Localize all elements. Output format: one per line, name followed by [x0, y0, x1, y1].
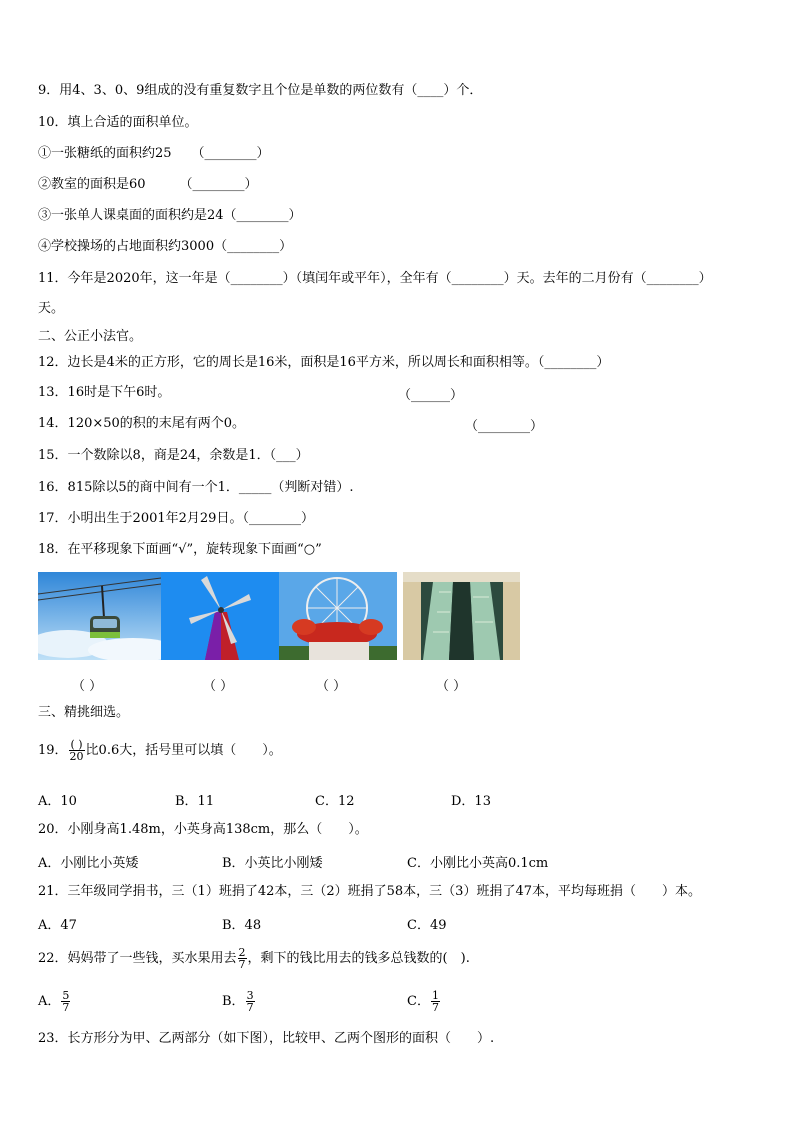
question-17: 17．小明出生于2001年2月29日。（________）: [38, 511, 314, 526]
question-22: 22．妈妈带了一些钱，买水果用去 $\frac{2}{7}$ ，剩下的钱比用去的钱多总钱数的( ).: [38, 946, 470, 971]
answer-blank[interactable]: （ ）: [316, 679, 347, 694]
option-a[interactable]: A．小刚比小英矮: [38, 856, 139, 871]
option-c[interactable]: C．49: [407, 918, 447, 933]
question-14: 14．120×50的积的末尾有两个0。: [38, 416, 246, 431]
option-c[interactable]: C．12: [315, 794, 355, 809]
question-10-item-4: ④学校操场的占地面积约3000（________）: [38, 239, 293, 254]
question-9: 9．用4、3、0、9组成的没有重复数字且个位是单数的两位数有（____）个．: [38, 83, 483, 98]
question-18: 18．在平移现象下面画“√”，旋转现象下面画“○”: [38, 542, 322, 557]
answer-blank[interactable]: （ ）: [203, 679, 234, 694]
question-21: 21．三年级同学捐书，三（1）班捐了42本，三（2）班捐了58本，三（3）班捐了47本，平均每班捐（ ）本。: [38, 884, 701, 899]
question-11-line-2: 天。: [38, 301, 65, 316]
fraction: $\frac{( )}{20}$: [69, 738, 84, 763]
fraction: $\frac{2}{7}$: [238, 946, 246, 971]
question-10-title: 10．填上合适的面积单位。: [38, 115, 198, 130]
option-b[interactable]: B． $\frac{3}{7}$: [222, 989, 254, 1014]
option-a[interactable]: A．47: [38, 918, 77, 933]
section-2-heading: 二、公正小法官。: [38, 329, 143, 344]
question-20: 20．小刚身高1.48m，小英身高138cm，那么（ ）。: [38, 822, 368, 837]
option-a[interactable]: A．10: [38, 794, 77, 809]
question-12: 12．边长是4米的正方形，它的周长是16米，面积是16平方米，所以周长和面积相等。（________）: [38, 355, 610, 370]
windmill-image: [161, 572, 279, 660]
option-a[interactable]: A． $\frac{5}{7}$: [38, 989, 70, 1014]
question-13: 13．16时是下午6时。: [38, 385, 171, 400]
ferris-wheel-ride-image: [279, 572, 397, 660]
question-10-item-3: ③一张单人课桌面的面积约是24（________）: [38, 208, 302, 223]
cable-car-image: [38, 572, 161, 660]
answer-blank[interactable]: （________）: [179, 177, 258, 192]
question-16: 16．815除以5的商中间有一个1．_____（判断对错）.: [38, 480, 354, 495]
answer-blank[interactable]: （________）: [465, 419, 544, 434]
escalator-image: [403, 572, 520, 660]
section-3-heading: 三、精挑细选。: [38, 705, 130, 720]
answer-blank[interactable]: （ ）: [436, 679, 467, 694]
question-23: 23．长方形分为甲、乙两部分（如下图），比较甲、乙两个图形的面积（ ）.: [38, 1031, 495, 1046]
option-b[interactable]: B．小英比小刚矮: [222, 856, 323, 871]
option-b[interactable]: B．48: [222, 918, 262, 933]
question-19: 19． $\frac{( )}{20}$ 比0.6大，括号里可以填（ ）。: [38, 738, 282, 763]
option-c[interactable]: C． $\frac{1}{7}$: [407, 989, 439, 1014]
answer-blank[interactable]: （________）: [191, 146, 270, 161]
question-11-line-1: 11．今年是2020年，这一年是（________）（填闰年或平年），全年有（________）天。去年的二月份有（________）: [38, 271, 712, 286]
answer-blank[interactable]: （______）: [398, 388, 464, 403]
question-10-item-2: ②教室的面积是60 （________）: [38, 177, 258, 192]
option-b[interactable]: B．11: [175, 794, 215, 809]
question-15: 15．一个数除以8，商是24，余数是1．（___）: [38, 448, 309, 463]
option-d[interactable]: D．13: [451, 794, 491, 809]
answer-blank[interactable]: （ ）: [72, 679, 103, 694]
question-10-item-1: ①一张糖纸的面积约25 （________）: [38, 146, 270, 161]
option-c[interactable]: C．小刚比小英高0.1cm: [407, 856, 549, 871]
